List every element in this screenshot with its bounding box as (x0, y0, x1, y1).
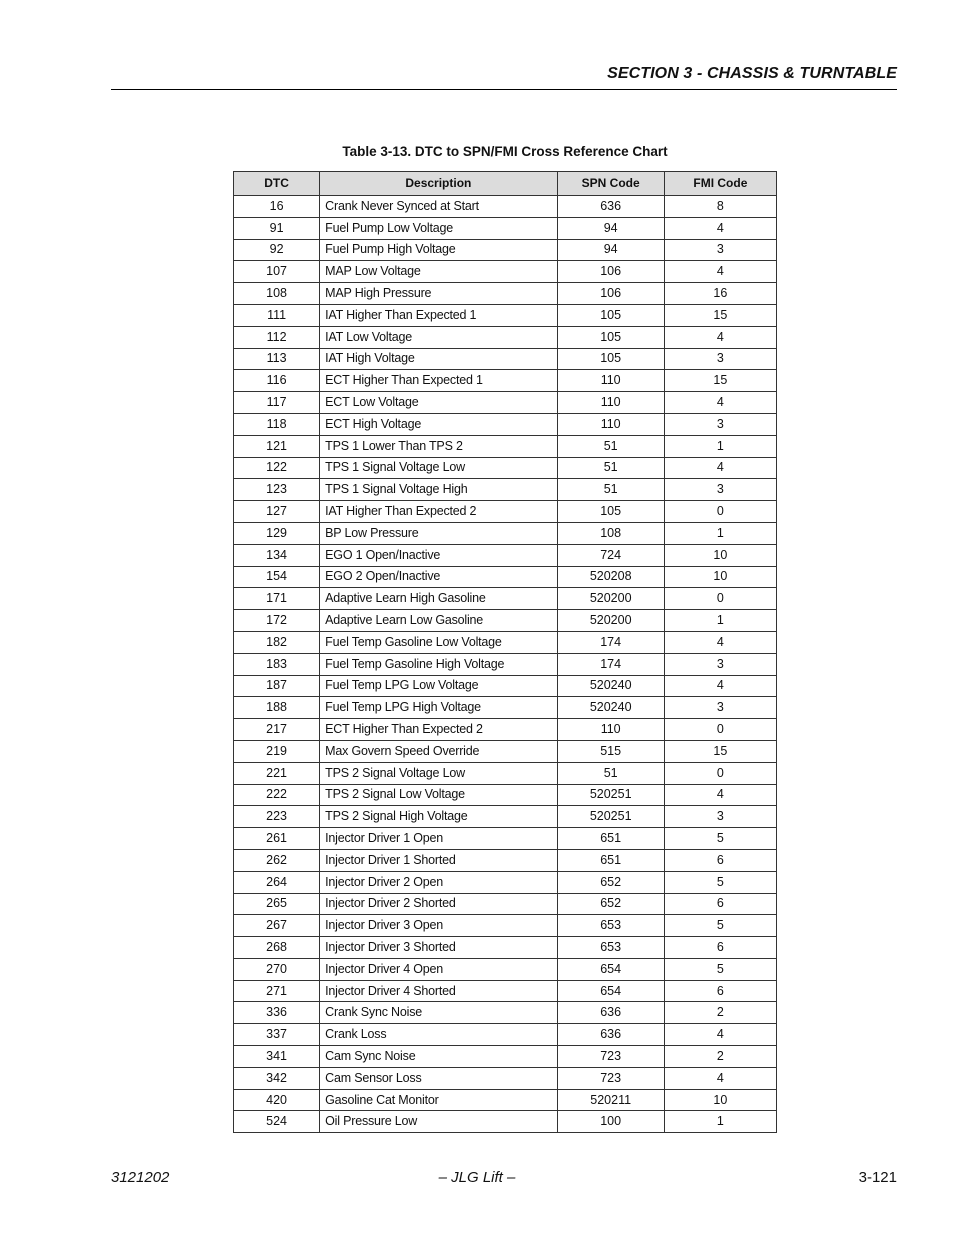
cell-spn-code: 653 (557, 915, 664, 937)
table-row (234, 937, 777, 959)
cell-spn-code: 636 (557, 196, 664, 218)
cell-description: Fuel Temp Gasoline High Voltage (320, 653, 557, 675)
cell-dtc: 341 (234, 1046, 320, 1068)
cell-fmi-code: 10 (664, 1089, 776, 1111)
cell-spn-code: 654 (557, 980, 664, 1002)
cell-description: IAT Higher Than Expected 1 (320, 304, 557, 326)
cell-spn-code: 652 (557, 871, 664, 893)
cell-description: Injector Driver 4 Open (320, 958, 557, 980)
cell-dtc: 117 (234, 392, 320, 414)
cell-dtc: 154 (234, 566, 320, 588)
section-title: SECTION 3 - CHASSIS & TURNTABLE (607, 65, 897, 82)
cell-spn-code: 520240 (557, 675, 664, 697)
cell-dtc: 182 (234, 631, 320, 653)
cell-fmi-code: 4 (664, 1067, 776, 1089)
cell-fmi-code: 4 (664, 784, 776, 806)
cell-description: Cam Sync Noise (320, 1046, 557, 1068)
cell-dtc: 420 (234, 1089, 320, 1111)
table-row (234, 239, 777, 261)
cell-description: Max Govern Speed Override (320, 740, 557, 762)
cell-description: TPS 2 Signal High Voltage (320, 806, 557, 828)
table-row (234, 217, 777, 239)
cell-description: ECT Low Voltage (320, 392, 557, 414)
cell-spn-code: 651 (557, 849, 664, 871)
cell-spn-code: 105 (557, 348, 664, 370)
cell-spn-code: 652 (557, 893, 664, 915)
table-row (234, 740, 777, 762)
cell-fmi-code: 4 (664, 326, 776, 348)
table-row (234, 806, 777, 828)
cell-dtc: 271 (234, 980, 320, 1002)
cell-fmi-code: 3 (664, 479, 776, 501)
cell-spn-code: 651 (557, 828, 664, 850)
cell-spn-code: 100 (557, 1111, 664, 1133)
column-header-fmi-code: FMI Code (664, 172, 776, 196)
cell-spn-code: 520251 (557, 784, 664, 806)
table-row (234, 653, 777, 675)
cell-dtc: 91 (234, 217, 320, 239)
table-row (234, 522, 777, 544)
table-row (234, 1089, 777, 1111)
table-row (234, 893, 777, 915)
cell-fmi-code: 4 (664, 675, 776, 697)
cell-dtc: 92 (234, 239, 320, 261)
cell-spn-code: 106 (557, 261, 664, 283)
table-row (234, 1024, 777, 1046)
cell-fmi-code: 1 (664, 435, 776, 457)
cell-fmi-code: 4 (664, 457, 776, 479)
column-header-spn-code: SPN Code (557, 172, 664, 196)
cell-fmi-code: 6 (664, 980, 776, 1002)
cell-description: Fuel Temp LPG High Voltage (320, 697, 557, 719)
cell-spn-code: 636 (557, 1002, 664, 1024)
cell-fmi-code: 10 (664, 544, 776, 566)
cell-dtc: 123 (234, 479, 320, 501)
cell-fmi-code: 16 (664, 283, 776, 305)
cell-dtc: 172 (234, 610, 320, 632)
cell-spn-code: 51 (557, 435, 664, 457)
cell-dtc: 171 (234, 588, 320, 610)
cell-dtc: 337 (234, 1024, 320, 1046)
table-row (234, 261, 777, 283)
cell-spn-code: 94 (557, 239, 664, 261)
cell-fmi-code: 0 (664, 588, 776, 610)
cell-spn-code: 105 (557, 326, 664, 348)
cell-description: BP Low Pressure (320, 522, 557, 544)
cell-fmi-code: 3 (664, 806, 776, 828)
cell-spn-code: 520240 (557, 697, 664, 719)
cell-dtc: 262 (234, 849, 320, 871)
cell-dtc: 342 (234, 1067, 320, 1089)
table-header-row (234, 172, 777, 196)
cell-fmi-code: 15 (664, 304, 776, 326)
cell-fmi-code: 15 (664, 370, 776, 392)
table-row (234, 1111, 777, 1133)
cell-dtc: 261 (234, 828, 320, 850)
cell-description: Fuel Pump High Voltage (320, 239, 557, 261)
cell-dtc: 270 (234, 958, 320, 980)
cell-fmi-code: 10 (664, 566, 776, 588)
cell-dtc: 217 (234, 719, 320, 741)
table-row (234, 1046, 777, 1068)
cell-spn-code: 94 (557, 217, 664, 239)
cell-dtc: 267 (234, 915, 320, 937)
table-row (234, 479, 777, 501)
cell-description: ECT High Voltage (320, 413, 557, 435)
cell-fmi-code: 15 (664, 740, 776, 762)
cell-fmi-code: 4 (664, 631, 776, 653)
table-row (234, 457, 777, 479)
cell-description: Injector Driver 3 Open (320, 915, 557, 937)
cell-dtc: 107 (234, 261, 320, 283)
cell-description: Injector Driver 2 Shorted (320, 893, 557, 915)
cell-spn-code: 723 (557, 1046, 664, 1068)
cell-fmi-code: 5 (664, 828, 776, 850)
cell-description: TPS 1 Signal Voltage Low (320, 457, 557, 479)
cell-description: TPS 1 Signal Voltage High (320, 479, 557, 501)
cell-dtc: 112 (234, 326, 320, 348)
table-row (234, 849, 777, 871)
cell-fmi-code: 1 (664, 1111, 776, 1133)
cell-description: Injector Driver 4 Shorted (320, 980, 557, 1002)
cell-fmi-code: 1 (664, 610, 776, 632)
table-row (234, 392, 777, 414)
cell-description: IAT High Voltage (320, 348, 557, 370)
cell-fmi-code: 3 (664, 348, 776, 370)
cell-description: Injector Driver 1 Open (320, 828, 557, 850)
cell-description: TPS 2 Signal Low Voltage (320, 784, 557, 806)
table-row (234, 283, 777, 305)
cell-spn-code: 105 (557, 304, 664, 326)
dtc-cross-reference-table (233, 171, 777, 1133)
cell-dtc: 221 (234, 762, 320, 784)
table-row (234, 304, 777, 326)
cell-spn-code: 110 (557, 413, 664, 435)
cell-fmi-code: 0 (664, 719, 776, 741)
cell-description: Injector Driver 3 Shorted (320, 937, 557, 959)
cell-description: Adaptive Learn High Gasoline (320, 588, 557, 610)
cell-description: EGO 2 Open/Inactive (320, 566, 557, 588)
table-row (234, 675, 777, 697)
cell-description: ECT Higher Than Expected 2 (320, 719, 557, 741)
cell-fmi-code: 5 (664, 871, 776, 893)
cell-spn-code: 51 (557, 762, 664, 784)
cell-dtc: 264 (234, 871, 320, 893)
cell-fmi-code: 0 (664, 762, 776, 784)
cell-description: TPS 2 Signal Voltage Low (320, 762, 557, 784)
cell-fmi-code: 5 (664, 958, 776, 980)
table-row (234, 610, 777, 632)
cell-dtc: 108 (234, 283, 320, 305)
cell-dtc: 336 (234, 1002, 320, 1024)
cell-description: Adaptive Learn Low Gasoline (320, 610, 557, 632)
cell-spn-code: 51 (557, 457, 664, 479)
cell-dtc: 222 (234, 784, 320, 806)
cell-description: MAP Low Voltage (320, 261, 557, 283)
cell-spn-code: 724 (557, 544, 664, 566)
cell-spn-code: 515 (557, 740, 664, 762)
table-row (234, 1002, 777, 1024)
cell-fmi-code: 1 (664, 522, 776, 544)
cell-dtc: 268 (234, 937, 320, 959)
cell-spn-code: 174 (557, 653, 664, 675)
cell-fmi-code: 4 (664, 1024, 776, 1046)
table-row (234, 501, 777, 523)
cell-spn-code: 520251 (557, 806, 664, 828)
table-row (234, 697, 777, 719)
cell-dtc: 121 (234, 435, 320, 457)
cell-fmi-code: 4 (664, 217, 776, 239)
table-row (234, 1067, 777, 1089)
cell-dtc: 16 (234, 196, 320, 218)
table-row (234, 828, 777, 850)
page-number: 3-121 (858, 1169, 897, 1186)
cell-dtc: 223 (234, 806, 320, 828)
cell-dtc: 265 (234, 893, 320, 915)
cell-dtc: 118 (234, 413, 320, 435)
cell-description: IAT Higher Than Expected 2 (320, 501, 557, 523)
table-row (234, 588, 777, 610)
table-row (234, 566, 777, 588)
column-header-dtc: DTC (234, 172, 320, 196)
table-row (234, 631, 777, 653)
cell-spn-code: 108 (557, 522, 664, 544)
header-divider (111, 89, 897, 90)
cell-description: TPS 1 Lower Than TPS 2 (320, 435, 557, 457)
table-row (234, 915, 777, 937)
cell-description: Gasoline Cat Monitor (320, 1089, 557, 1111)
table-row (234, 871, 777, 893)
cell-spn-code: 520200 (557, 610, 664, 632)
cell-fmi-code: 8 (664, 196, 776, 218)
table-row (234, 196, 777, 218)
footer-brand: – JLG Lift – (438, 1169, 516, 1186)
cell-spn-code: 723 (557, 1067, 664, 1089)
cell-fmi-code: 4 (664, 392, 776, 414)
cell-fmi-code: 6 (664, 893, 776, 915)
table-row (234, 980, 777, 1002)
cell-fmi-code: 5 (664, 915, 776, 937)
cell-description: EGO 1 Open/Inactive (320, 544, 557, 566)
table-row (234, 762, 777, 784)
cell-dtc: 127 (234, 501, 320, 523)
table-row (234, 435, 777, 457)
cell-fmi-code: 6 (664, 849, 776, 871)
cell-spn-code: 105 (557, 501, 664, 523)
cell-spn-code: 654 (557, 958, 664, 980)
cell-description: Crank Sync Noise (320, 1002, 557, 1024)
cell-dtc: 187 (234, 675, 320, 697)
cell-description: Fuel Pump Low Voltage (320, 217, 557, 239)
cell-dtc: 524 (234, 1111, 320, 1133)
table-row (234, 326, 777, 348)
table-row (234, 544, 777, 566)
cell-fmi-code: 3 (664, 697, 776, 719)
cell-description: ECT Higher Than Expected 1 (320, 370, 557, 392)
cell-fmi-code: 3 (664, 239, 776, 261)
table-row (234, 719, 777, 741)
cell-fmi-code: 2 (664, 1002, 776, 1024)
cell-dtc: 113 (234, 348, 320, 370)
cell-fmi-code: 2 (664, 1046, 776, 1068)
cell-spn-code: 110 (557, 392, 664, 414)
cell-fmi-code: 6 (664, 937, 776, 959)
cell-description: Crank Loss (320, 1024, 557, 1046)
cell-description: Injector Driver 2 Open (320, 871, 557, 893)
cell-description: Fuel Temp Gasoline Low Voltage (320, 631, 557, 653)
cell-dtc: 134 (234, 544, 320, 566)
cell-description: Oil Pressure Low (320, 1111, 557, 1133)
cell-description: Injector Driver 1 Shorted (320, 849, 557, 871)
table-row (234, 370, 777, 392)
table-row (234, 413, 777, 435)
cell-dtc: 111 (234, 304, 320, 326)
table-body (234, 196, 777, 1133)
cell-dtc: 219 (234, 740, 320, 762)
cell-spn-code: 51 (557, 479, 664, 501)
cell-description: Fuel Temp LPG Low Voltage (320, 675, 557, 697)
cell-spn-code: 110 (557, 719, 664, 741)
cell-description: Crank Never Synced at Start (320, 196, 557, 218)
cell-spn-code: 520200 (557, 588, 664, 610)
cell-fmi-code: 3 (664, 653, 776, 675)
cell-spn-code: 520211 (557, 1089, 664, 1111)
table-row (234, 784, 777, 806)
cell-spn-code: 106 (557, 283, 664, 305)
cell-description: MAP High Pressure (320, 283, 557, 305)
cell-spn-code: 110 (557, 370, 664, 392)
table-caption: Table 3-13. DTC to SPN/FMI Cross Reference Chart (342, 144, 668, 159)
document-number: 3121202 (111, 1169, 170, 1186)
cell-spn-code: 653 (557, 937, 664, 959)
cell-dtc: 116 (234, 370, 320, 392)
column-header-description: Description (320, 172, 557, 196)
table-row (234, 958, 777, 980)
cell-fmi-code: 3 (664, 413, 776, 435)
cell-spn-code: 174 (557, 631, 664, 653)
table-row (234, 348, 777, 370)
cell-description: IAT Low Voltage (320, 326, 557, 348)
cell-dtc: 122 (234, 457, 320, 479)
cell-spn-code: 520208 (557, 566, 664, 588)
cell-spn-code: 636 (557, 1024, 664, 1046)
cell-description: Cam Sensor Loss (320, 1067, 557, 1089)
cell-dtc: 188 (234, 697, 320, 719)
cell-fmi-code: 0 (664, 501, 776, 523)
cell-fmi-code: 4 (664, 261, 776, 283)
cell-dtc: 183 (234, 653, 320, 675)
cell-dtc: 129 (234, 522, 320, 544)
